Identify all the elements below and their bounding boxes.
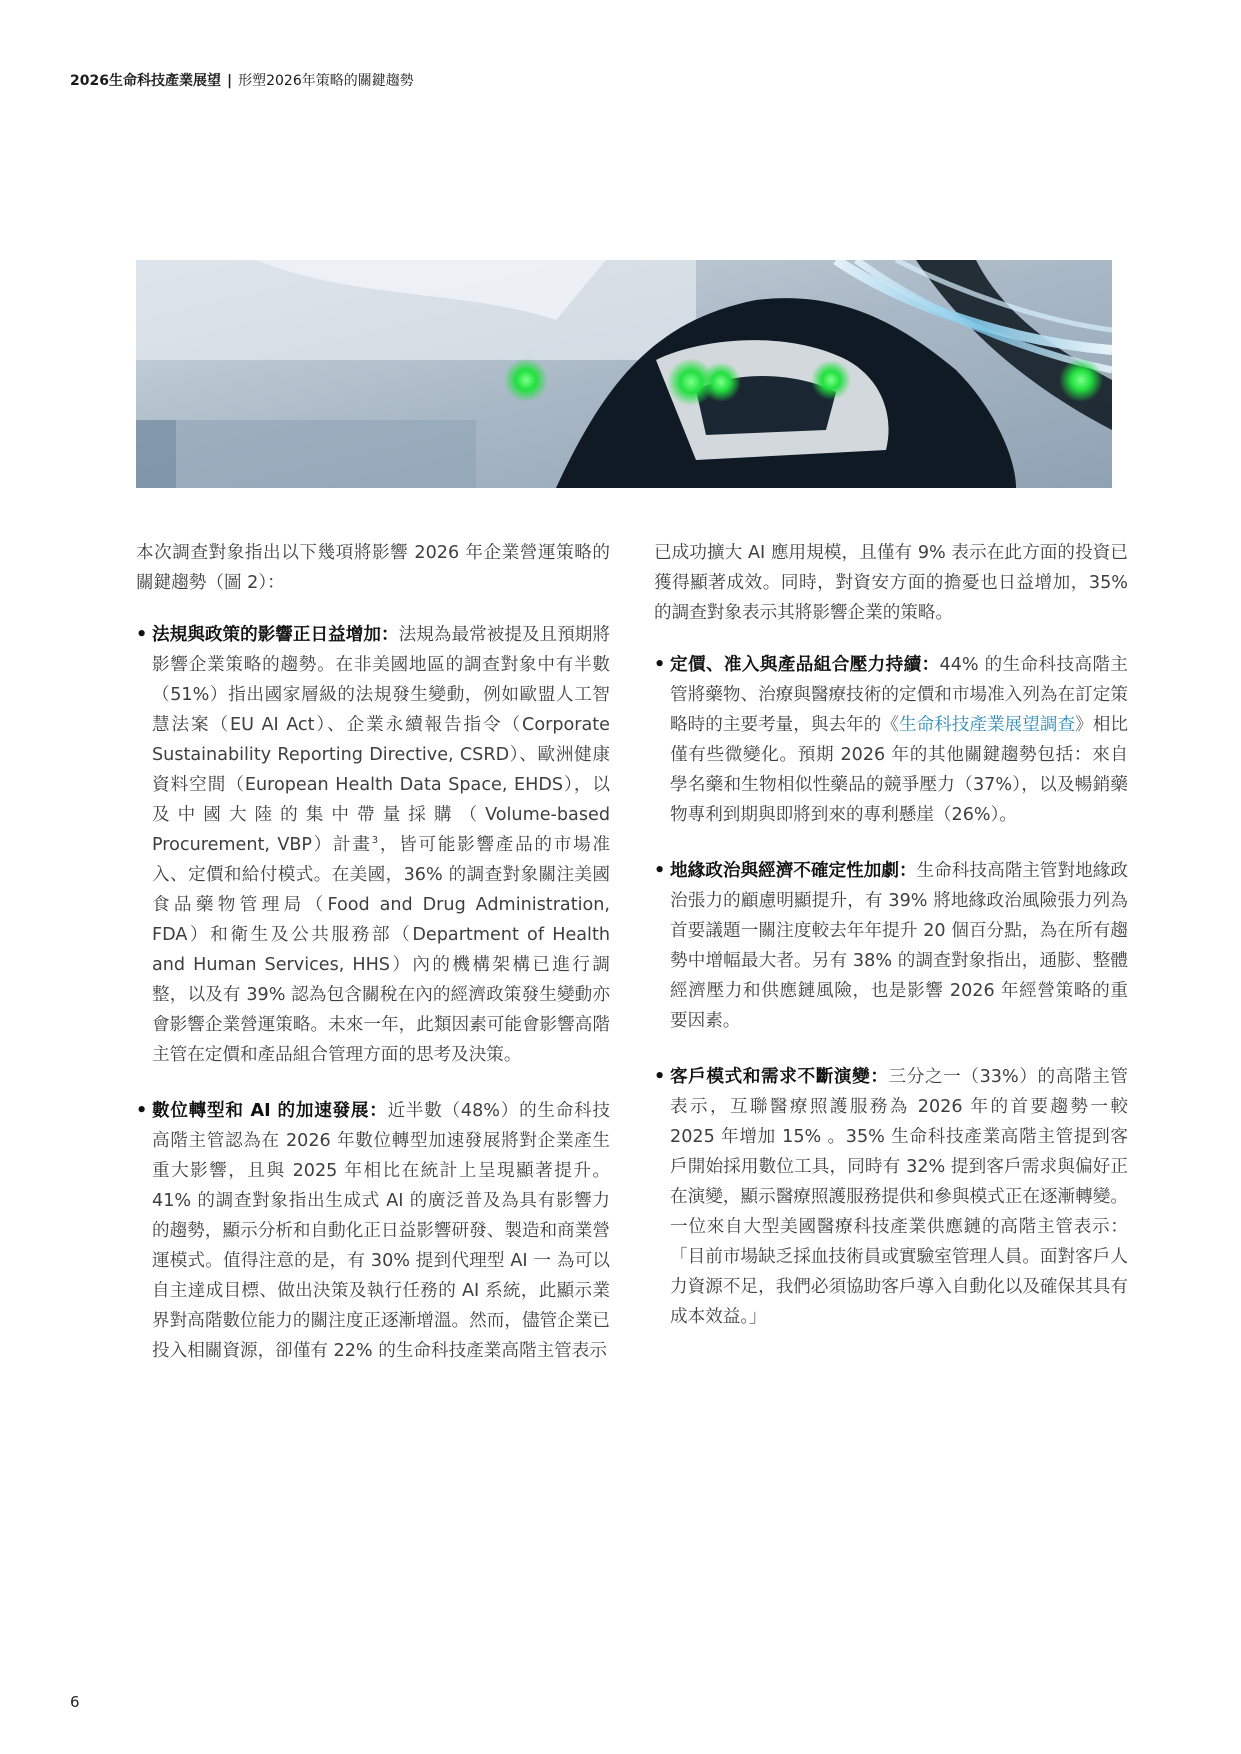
list-item-geopolitics	[654, 856, 1128, 1036]
bullet-heading: 定價、准入與產品組合壓力持續：	[670, 655, 940, 675]
bullet-body: 三分之一（33%）的高階主管表示，互聯醫療照護服務為 2026 年的首要趨勢一較 2025 年增加 15% 。35% 生命科技產業高階主管提到客戶開始採用數位工具，同時有 32% 提到客戶需求與偏好正在演變，顯示醫療照護服務提供和參與模式正在逐漸轉變。一位來自大型美國醫療科技產業供應鏈的高階主管表示：「目前市場缺乏採血技術員或實驗室管理人員。面對客戶人力資源不足，我們必須協助客戶導入自動化以及確保其具有成本效益。」	[670, 1067, 1128, 1327]
header-separator: |	[226, 73, 233, 89]
bullet-body: 生命科技高階主管對地緣政治張力的顧慮明顯提升，有 39% 將地緣政治風險張力列為首要議題一關注度較去年年提升 20 個百分點，為在所有趨勢中增幅最大者。另有 38% 的調查對象指出，通膨、整體經濟壓力和供應鏈風險，也是影響 2026 年經營策略的重要因素。	[670, 861, 1128, 1031]
bullet-heading: 法規與政策的影響正日益增加：	[152, 625, 399, 645]
bullet-dot: •	[654, 655, 666, 675]
running-header	[70, 70, 414, 90]
bullet-heading: 地緣政治與經濟不確定性加劇：	[670, 861, 917, 881]
bullet-dot: •	[136, 625, 148, 645]
report-title: 2026生命科技產業展望	[70, 73, 221, 89]
bullet-body: 44% 的生命科技高階主管將藥物、治療與醫療技術的定價和市場准入列為在訂定策略時的主要考量，與去年的《	[670, 655, 1128, 735]
left-column	[136, 538, 610, 1392]
bullet-dot: •	[654, 1067, 666, 1087]
list-item-pricing	[654, 650, 1128, 830]
list-item-regulation	[136, 620, 610, 1070]
bullet-heading: 數位轉型和 AI 的加速發展：	[152, 1101, 388, 1121]
trend-list-left	[136, 620, 610, 1366]
list-item-digital-ai	[136, 1096, 610, 1366]
trend-list-right	[654, 650, 1128, 1332]
bullet-dot: •	[654, 861, 666, 881]
survey-link[interactable]: 生命科技產業展望調查	[899, 715, 1076, 735]
section-title: 形塑2026年策略的關鍵趨勢	[238, 73, 414, 89]
bullet-body-cont: 》相比僅有些微變化。預期 2026 年的其他關鍵趨勢包括：來自學名藥和生物相似性藥品的競爭壓力（37%），以及暢銷藥物專利到期與即將到來的專利懸崖（26%）。	[670, 715, 1128, 825]
bullet-body: 法規為最常被提及且預期將影響企業策略的趨勢。在非美國地區的調查對象中有半數（51%）指出國家層級的法規發生變動，例如歐盟人工智慧法案（EU AI Act）、企業永續報告指令（Corporate Sustainability Reporting Directive, CSRD）、歐洲健康資料空間（European Health Data Space, EHDS），以及中國大陸的集中帶量採購（Volume-based Procurement, VBP）計畫	[152, 625, 610, 855]
bullet-body: 近半數（48%）的生命科技高階主管認為在 2026 年數位轉型加速發展將對企業產生重大影響，且與 2025 年相比在統計上呈現顯著提升。41% 的調查對象指出生成式 AI 的廣泛普及為具有影響力的趨勢，顯示分析和自動化正日益影響研發、製造和商業營運模式。值得注意的是，有 30% 提到代理型 AI 一 為可以自主達成目標、做出決策及執行任務的 AI 系統，此顯示業界對高階數位能力的關注度正逐漸增溫。然而，儘管企業已投入相關資源，卻僅有 22% 的生命科技產業高階主管表示	[152, 1101, 610, 1361]
list-item-customer	[654, 1062, 1128, 1332]
bullet-body-cont: ，皆可能影響產品的市場准入、定價和給付模式。在美國，36% 的調查對象關注美國食品藥物管理局（Food and Drug Administration, FDA）和衛生及公共服務部（Department of Health and Human Services, HHS）內的機構架構已進行調整，以及有 39% 認為包含關稅在內的經濟政策發生變動亦會影響企業營運策略。未來一年，此類因素可能會影響高階主管在定價和產品組合管理方面的思考及決策。	[152, 835, 610, 1065]
footnote-ref[interactable]: 3	[371, 835, 379, 847]
page-number: 6	[70, 1693, 80, 1711]
hero-photo-graphic	[136, 260, 1112, 488]
intro-paragraph: 本次調查對象指出以下幾項將影響 2026 年企業營運策略的關鍵趨勢（圖 2）：	[136, 543, 610, 593]
bullet-dot: •	[136, 1101, 148, 1121]
bullet-heading: 客戶模式和需求不斷演變：	[670, 1067, 889, 1087]
hero-image	[136, 260, 1112, 488]
continuation-paragraph: 已成功擴大 AI 應用規模，且僅有 9% 表示在此方面的投資已獲得顯著成效。同時，對資安方面的擔憂也日益增加，35% 的調查對象表示其將影響企業的策略。	[654, 543, 1128, 623]
right-column	[654, 538, 1128, 1358]
